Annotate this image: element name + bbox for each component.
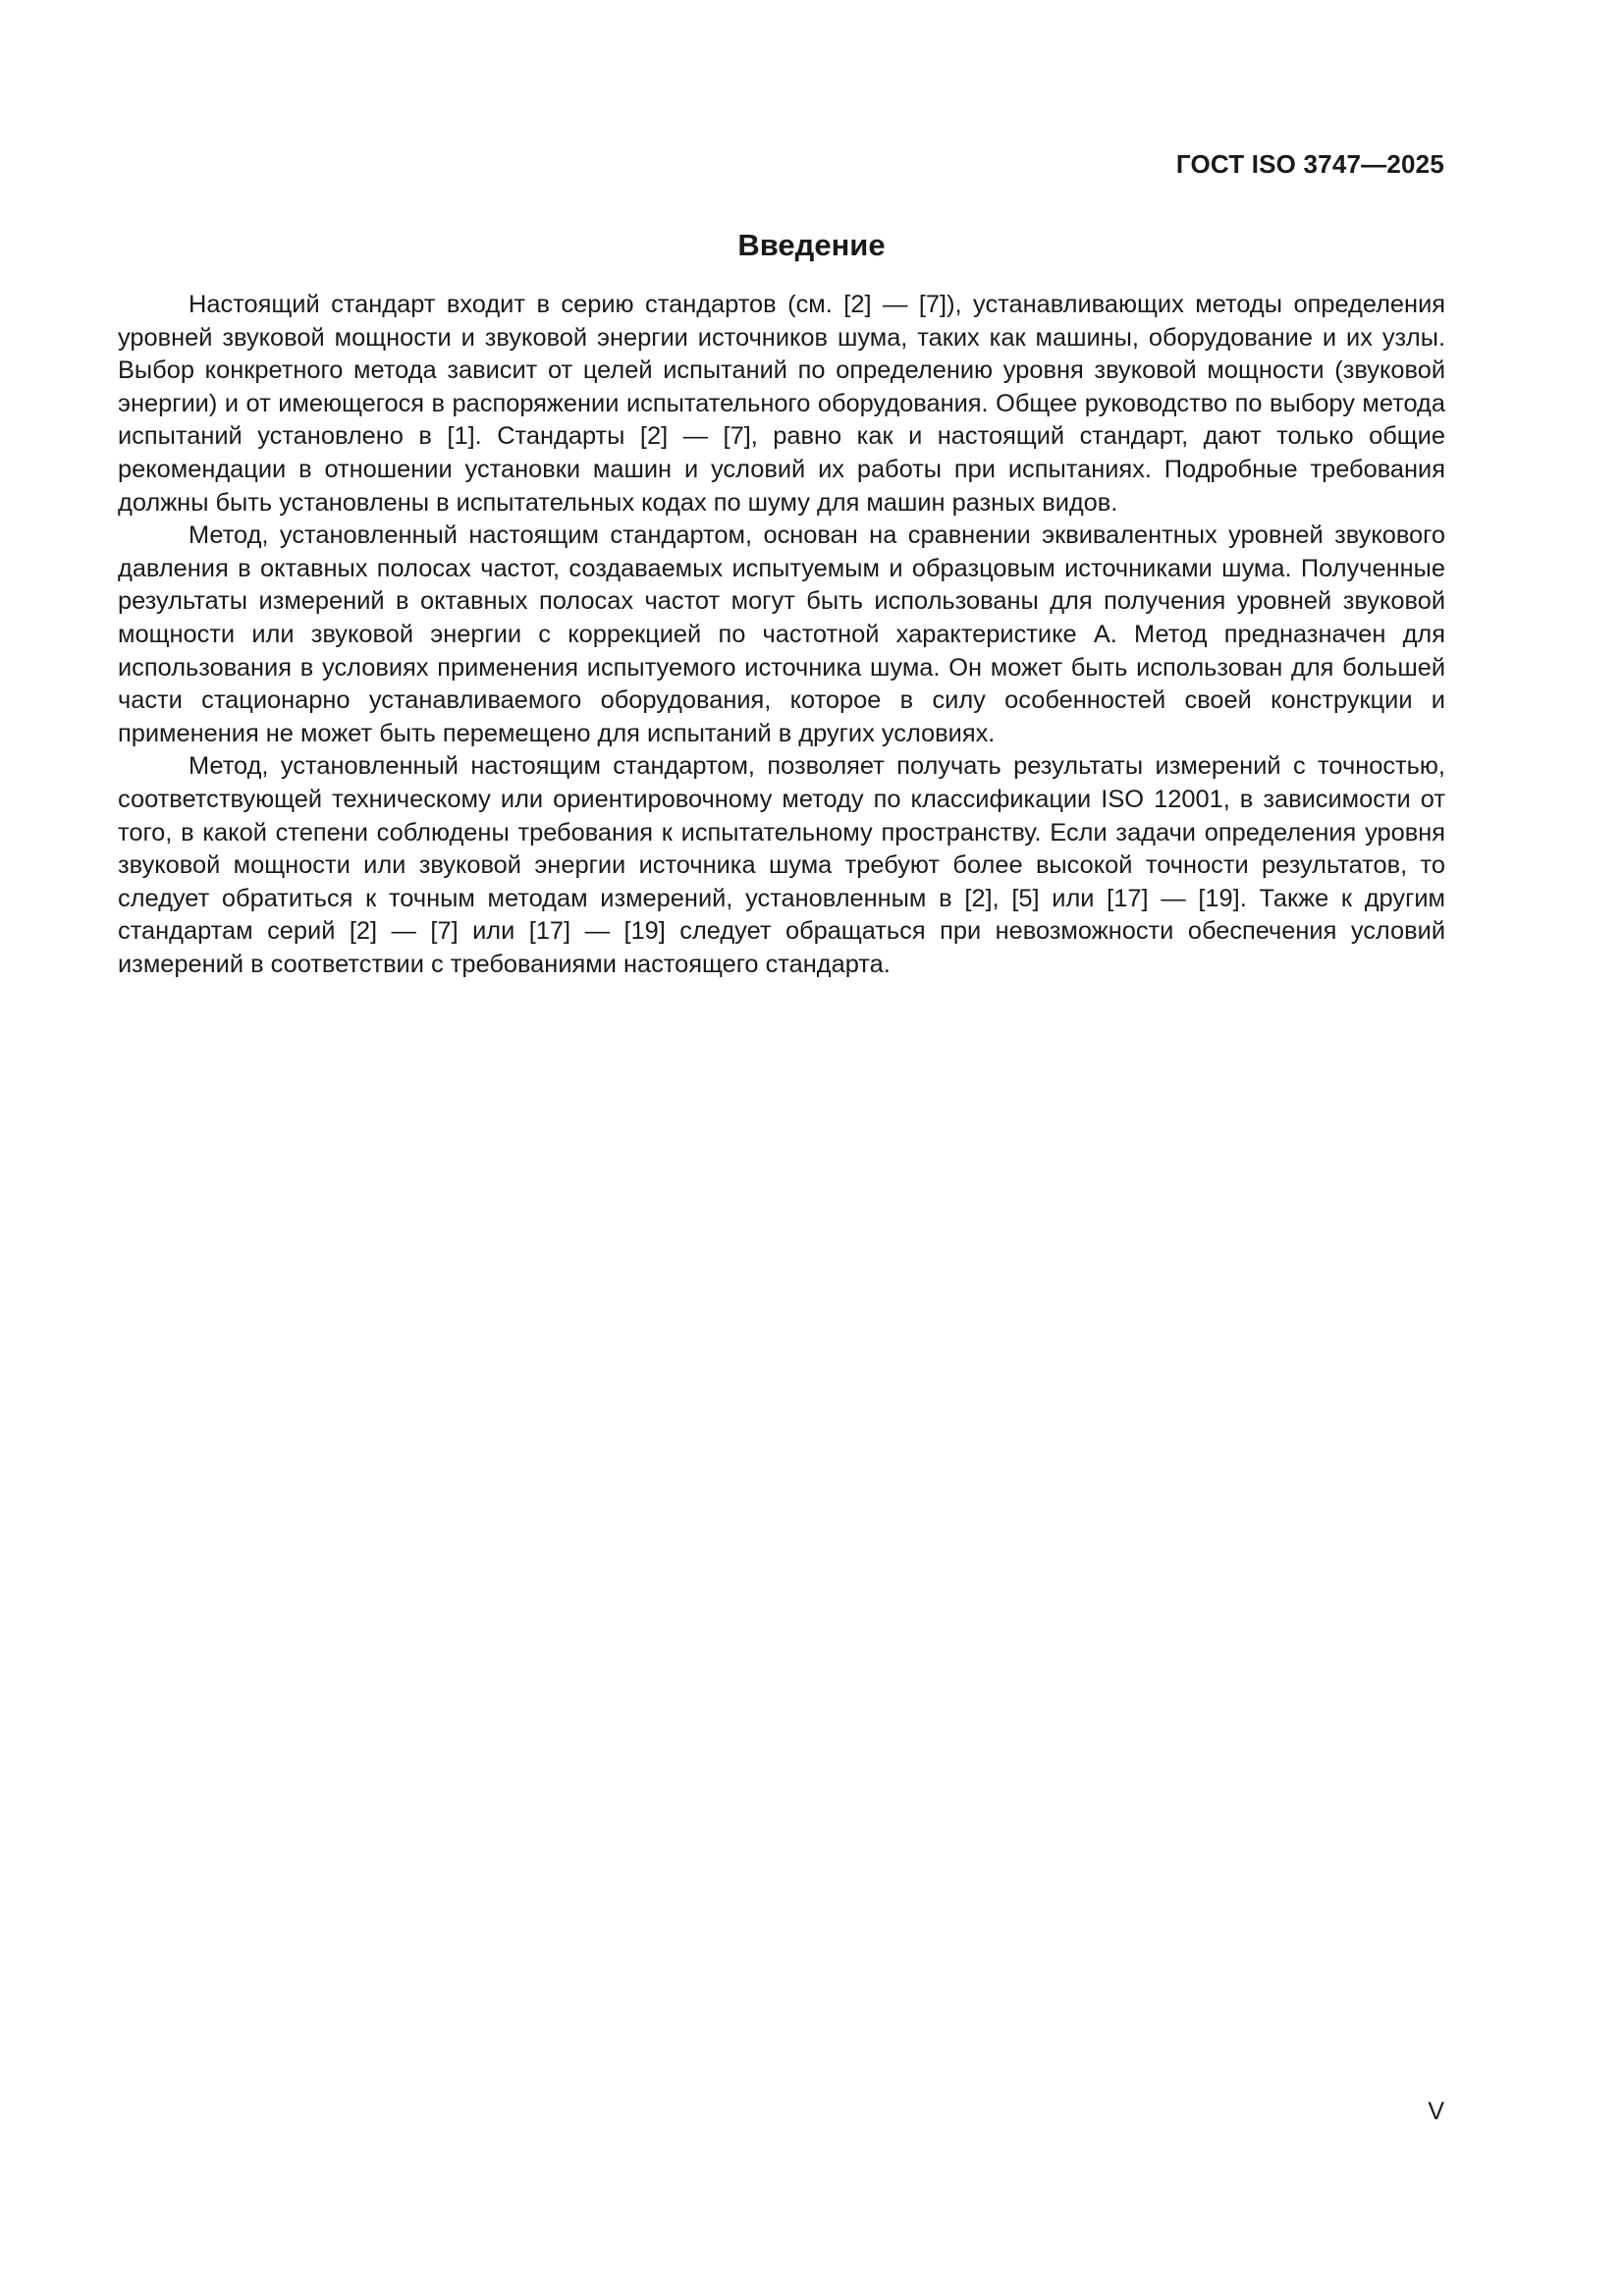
paragraph-1: Настоящий стандарт входит в серию стандартов (см. [2] — [7]), устанавливающих методы определения уровней звуковой мощности и звуковой энергии источников шума, таких как машины, оборудование и их узлы. Выбор конкретного метода зависит от целей испытаний по определению уровня звуковой мощности (звуковой энергии) и от имеющегося в распоряжении испытательного оборудования. Общее руководство по выбору метода испытаний установлено в [1]. Стандарты [2] — [7], равно как и настоящий стандарт, дают только общие рекомендации в отношении установки машин и условий их работы при испытаниях. Подробные требования должны быть установлены в испытательных кодах по шуму для машин разных видов.	[118, 291, 1445, 517]
page-title: Введение	[737, 228, 886, 262]
body-text	[118, 289, 1445, 981]
document-code: ГОСТ ISO 3747—2025	[1175, 149, 1444, 179]
paragraph-3: Метод, установленный настоящим стандартом, позволяет получать результаты измерений с точностью, соответствующей техническому или ориентировочному методу по классификации ISO 12001, в зависимости от того, в какой степени соблюдены требования к испытательному пространству. Если задачи определения уровня звуковой мощности или звуковой энергии источника шума требуют более высокой точности результатов, то следует обратиться к точным методам измерений, установленным в [2], [5] или [17] — [19]. Также к другим стандартам серий [2] — [7] или [17] — [19] следует обращаться при невозможности обеспечения условий измерений в соответствии с требованиями настоящего стандарта.	[118, 752, 1445, 978]
paragraph-2: Метод, установленный настоящим стандартом, основан на сравнении эквивалентных уровней звукового давления в октавных полосах частот, создаваемых испытуемым и образцовым источниками шума. Полученные результаты измерений в октавных полосах частот могут быть использованы для получения уровней звуковой мощности или звуковой энергии с коррекцией по частотной характеристике А. Метод предназначен для использования в условиях применения испытуемого источника шума. Он может быть использован для большей части стационарно устанавливаемого оборудования, которое в силу особенностей своей конструкции и применения не может быть перемещено для испытаний в других условиях.	[118, 521, 1445, 747]
page-number: V	[1428, 2098, 1444, 2125]
